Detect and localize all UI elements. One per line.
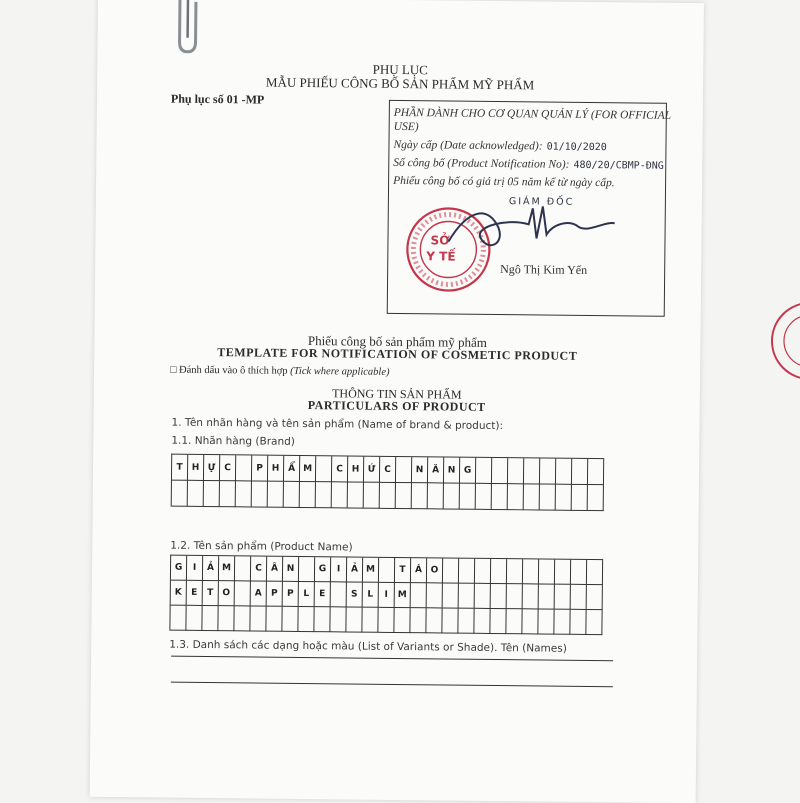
product-name-cell [443, 558, 459, 583]
product-name-cell [522, 609, 538, 634]
product-name-cell: L [299, 582, 315, 607]
product-name-cell: Ả [347, 557, 363, 582]
product-name-cell [474, 609, 490, 634]
brand-cell [588, 485, 604, 511]
product-name-cell [411, 583, 427, 608]
product-name-cell [362, 608, 378, 633]
brand-cell: H [348, 456, 364, 482]
product-name-cell [459, 584, 475, 609]
form-title: MẪU PHIẾU CÔNG BỐ SẢN PHẨM MỸ PHẨM [265, 74, 535, 93]
product-name-cell [475, 559, 491, 584]
product-name-cell [491, 584, 507, 609]
edge-stamp-icon [770, 296, 800, 386]
brand-cell: C [380, 457, 396, 483]
brand-cell [540, 458, 556, 484]
product-name-cell [571, 560, 587, 585]
brand-cell [524, 484, 540, 510]
variants-line-2 [171, 682, 613, 688]
brand-cell [380, 483, 396, 509]
variants-line-1 [171, 656, 613, 662]
product-name-cell: P [267, 582, 283, 607]
brand-grid [171, 454, 605, 512]
product-section-en: PARTICULARS OF PRODUCT [307, 398, 486, 414]
brand-cell: Ẩ [284, 456, 300, 482]
tick-en: (Tick where applicable) [290, 365, 390, 378]
brand-cell: Ự [204, 455, 220, 481]
product-name-cell [331, 582, 347, 607]
brand-cell [556, 485, 572, 511]
product-name-cell: Á [411, 558, 427, 583]
signature-icon [428, 197, 619, 259]
product-section-vi: THÔNG TIN SẢN PHẨM [332, 386, 462, 402]
brand-cell [540, 484, 556, 510]
product-name-cell [507, 584, 523, 609]
brand-cell [460, 484, 476, 510]
brand-cell [396, 457, 412, 483]
product-name-cell: G [315, 557, 331, 582]
brand-cell [316, 482, 332, 508]
annex-number: Phụ lục số 01 -MP [170, 91, 265, 107]
product-name-cell [506, 609, 522, 634]
number-label: Số công bố (Product Notification No): [393, 156, 570, 171]
product-name-cell [234, 606, 250, 631]
brand-cell [428, 483, 444, 509]
product-name-cell: P [283, 582, 299, 607]
date-label: Ngày cấp (Date acknowledged): [393, 138, 543, 153]
product-name-cell [475, 584, 491, 609]
product-name-cell [554, 610, 570, 635]
product-name-cell [202, 606, 218, 631]
brand-cell [268, 482, 284, 508]
brand-cell: Ă [428, 457, 444, 483]
product-name-cell [443, 583, 459, 608]
product-name-cell [250, 606, 266, 631]
product-name-cell: C [251, 556, 267, 581]
product-name-grid [169, 555, 603, 636]
product-name-cell: M [395, 583, 411, 608]
product-name-cell [378, 608, 394, 633]
brand-cell: C [332, 456, 348, 482]
brand-cell [396, 483, 412, 509]
product-name-cell [299, 557, 315, 582]
date-value: 01/10/2020 [546, 141, 607, 154]
brand-cell [444, 483, 460, 509]
stamp-text-bottom: Y TẾ [426, 249, 456, 264]
appendix-heading: PHỤ LỤC [372, 61, 428, 78]
product-name-cell [523, 559, 539, 584]
product-name-cell [538, 609, 554, 634]
product-name-cell [539, 559, 555, 584]
signer-name: Ngô Thị Kim Yến [500, 262, 588, 277]
brand-cell: H [268, 456, 284, 482]
brand-cell [508, 484, 524, 510]
product-name-cell [346, 607, 362, 632]
brand-cell [252, 481, 268, 507]
brand-cell [204, 481, 220, 507]
brand-cell: T [172, 455, 188, 481]
product-name-cell: O [427, 558, 443, 583]
product-name-cell [459, 559, 475, 584]
product-name-cell: E [187, 581, 203, 606]
product-name-cell [330, 607, 346, 632]
product-name-cell: N [283, 557, 299, 582]
brand-cell [572, 459, 588, 485]
question-1-3: 1.3. Danh sách các dạng hoặc màu (List of Variants or Shade). Tên (Names) [169, 638, 567, 655]
brand-cell [332, 482, 348, 508]
number-value: 480/20/CBMP-ĐNG [573, 159, 664, 172]
product-name-cell [298, 607, 314, 632]
template-title-vi: Phiếu công bố sản phẩm mỹ phẩm [307, 333, 488, 350]
stamp-text-top: SỞ [430, 233, 450, 248]
product-name-cell [410, 608, 426, 633]
brand-cell: P [252, 455, 268, 481]
product-name-cell [282, 607, 298, 632]
product-name-cell: K [171, 581, 187, 606]
product-name-cell: I [379, 583, 395, 608]
product-name-cell [570, 610, 586, 635]
product-name-cell [523, 584, 539, 609]
official-use-box [387, 100, 672, 317]
question-1-2: 1.2. Tên sản phẩm (Product Name) [170, 539, 353, 554]
product-name-cell [186, 606, 202, 631]
product-name-cell [586, 610, 602, 635]
product-name-cell [394, 608, 410, 633]
product-name-cell [235, 581, 251, 606]
brand-cell [172, 481, 188, 507]
product-name-cell [571, 585, 587, 610]
brand-cell [476, 458, 492, 484]
checkbox-icon: □ [170, 364, 180, 376]
brand-cell [348, 482, 364, 508]
product-name-cell [587, 560, 603, 585]
brand-cell [236, 481, 252, 507]
tick-instruction [170, 365, 390, 378]
brand-cell [588, 459, 604, 485]
brand-cell [364, 483, 380, 509]
brand-cell [284, 482, 300, 508]
official-section-label: PHẦN DÀNH CHO CƠ QUAN QUẢN LÝ (FOR OFFICIAL [393, 106, 672, 122]
product-name-cell [170, 606, 186, 631]
brand-cell [220, 481, 236, 507]
brand-cell: H [188, 455, 204, 481]
product-name-cell: L [363, 583, 379, 608]
brand-cell: G [460, 458, 476, 484]
product-name-cell: O [219, 581, 235, 606]
validity-note: Phiếu công bố có giá trị 05 năm kể từ ngày cấp. [393, 174, 615, 190]
product-name-cell: Ả [203, 556, 219, 581]
product-name-cell [218, 606, 234, 631]
brand-cell [492, 484, 508, 510]
product-name-cell: A [251, 581, 267, 606]
brand-cell [572, 485, 588, 511]
product-name-cell: Â [267, 557, 283, 582]
brand-cell [188, 481, 204, 507]
product-name-cell [490, 609, 506, 634]
brand-cell [236, 455, 252, 481]
product-name-cell: T [395, 558, 411, 583]
product-name-cell [539, 584, 555, 609]
date-acknowledged [393, 139, 606, 153]
brand-cell: M [300, 456, 316, 482]
director-title: GIÁM ĐỐC [508, 196, 575, 208]
brand-cell [556, 459, 572, 485]
product-name-cell [507, 559, 523, 584]
product-name-cell [379, 558, 395, 583]
question-1-1: 1.1. Nhãn hàng (Brand) [171, 434, 295, 448]
product-name-cell [314, 607, 330, 632]
product-name-cell [266, 607, 282, 632]
product-name-cell: T [203, 581, 219, 606]
product-name-cell: S [347, 582, 363, 607]
product-name-cell [587, 585, 603, 610]
brand-cell [300, 482, 316, 508]
brand-cell [316, 456, 332, 482]
product-name-cell [427, 583, 443, 608]
brand-cell: N [444, 457, 460, 483]
brand-cell [492, 458, 508, 484]
brand-cell [524, 458, 540, 484]
product-name-cell [458, 609, 474, 634]
brand-cell [508, 458, 524, 484]
document-page [90, 0, 704, 803]
paper-clip-icon [171, 0, 208, 56]
product-name-cell [555, 560, 571, 585]
product-name-cell: G [171, 556, 187, 581]
product-name-cell: M [219, 556, 235, 581]
brand-cell: N [412, 457, 428, 483]
question-1: 1. Tên nhãn hàng và tên sản phẩm (Name of brand & product): [171, 416, 504, 433]
product-name-cell: I [187, 556, 203, 581]
official-section-label-2: USE) [393, 120, 419, 134]
product-name-cell: I [331, 557, 347, 582]
product-name-cell: M [363, 558, 379, 583]
template-title-en: TEMPLATE FOR NOTIFICATION OF COSMETIC PRODUCT [217, 345, 578, 363]
product-name-cell [235, 556, 251, 581]
product-name-cell [555, 585, 571, 610]
brand-cell: Ứ [364, 457, 380, 483]
notification-number [393, 157, 664, 172]
tick-vi: Đánh dấu vào ô thích hợp [179, 364, 288, 377]
product-name-cell [491, 559, 507, 584]
brand-cell: C [220, 455, 236, 481]
brand-cell [476, 484, 492, 510]
product-name-cell [442, 608, 458, 633]
product-name-cell: E [315, 582, 331, 607]
brand-cell [412, 483, 428, 509]
product-name-cell [426, 608, 442, 633]
